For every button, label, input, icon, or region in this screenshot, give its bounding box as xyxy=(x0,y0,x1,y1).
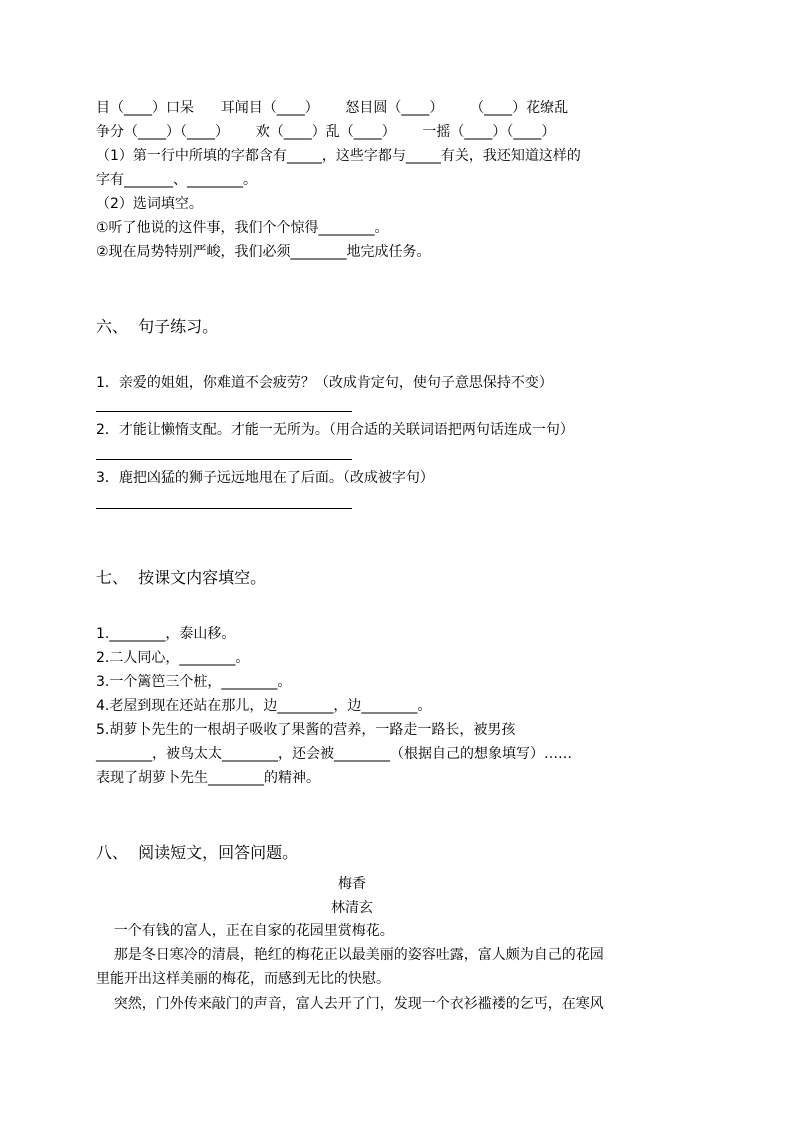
section-7-heading: 七、 按课文内容填空。 xyxy=(96,568,267,587)
fill-item-3: 3.一个篱笆三个桩，________。 xyxy=(96,674,292,690)
idiom-row-2: 争分（____）（____） 欢（____）乱（____） 一摇（____）（____） xyxy=(96,124,556,140)
section-6-heading: 六、 句子练习。 xyxy=(96,317,219,336)
answer-line-2 xyxy=(96,459,352,460)
idiom-row-1: 目（____）口呆 耳闻目（____） 怒目圆（____） （____）花缭乱 xyxy=(96,100,569,116)
article-author: 林清玄 xyxy=(331,900,373,916)
answer-line-3 xyxy=(96,508,352,509)
section-8-heading: 八、 阅读短文，回答问题。 xyxy=(96,843,299,862)
article-title: 梅香 xyxy=(338,876,366,892)
question-1-line-2: 字有_______、________。 xyxy=(96,172,257,188)
fill-item-4: 4.老屋到现在还站在那儿，边________，边________。 xyxy=(96,698,432,714)
article-paragraph-2-line-2: 里能开出这样美丽的梅花，而感到无比的快慰。 xyxy=(96,971,390,987)
article-paragraph-3-line-1: 突然，门外传来敲门的声音，富人去开了门，发现一个衣衫褴褛的乞丐，在寒风 xyxy=(96,996,604,1012)
question-2-item-2: ②现在局势特别严峻，我们必须________地完成任务。 xyxy=(96,244,431,260)
sentence-exercise-2: 2．才能让懒惰支配。才能一无所为。（用合适的关联词语把两句话连成一句） xyxy=(96,422,574,438)
question-2-item-1: ①听了他说的这件事，我们个个惊得________。 xyxy=(96,220,389,236)
sentence-exercise-1: 1．亲爱的姐姐，你难道不会疲劳？（改成肯定句，使句子意思保持不变） xyxy=(96,375,553,391)
article-paragraph-1: 一个有钱的富人，正在自家的花园里赏梅花。 xyxy=(96,923,394,939)
answer-line-1 xyxy=(96,411,352,412)
article-paragraph-2-line-1: 那是冬日寒冷的清晨，艳红的梅花正以最美丽的姿容吐露，富人颇为自己的花园 xyxy=(96,947,604,963)
fill-item-5-line-1: 5.胡萝卜先生的一根胡子吸收了果酱的营养，一路走一路长，被男孩 xyxy=(96,722,516,738)
question-1-line-1: （1）第一行中所填的字都含有_____，这些字都与_____有关，我还知道这样的 xyxy=(96,148,581,164)
question-2-title: （2）选词填空。 xyxy=(96,196,203,212)
fill-item-5-line-2: ________，被鸟太太________，还会被________（根据自己的想象填写）…… xyxy=(96,746,572,762)
fill-item-2: 2.二人同心，________。 xyxy=(96,650,250,666)
sentence-exercise-3: 3．鹿把凶猛的狮子远远地甩在了后面。（改成被字句） xyxy=(96,470,434,486)
fill-item-1: 1.________，泰山移。 xyxy=(96,626,236,642)
fill-item-5-line-3: 表现了胡萝卜先生________的精神。 xyxy=(96,770,320,786)
